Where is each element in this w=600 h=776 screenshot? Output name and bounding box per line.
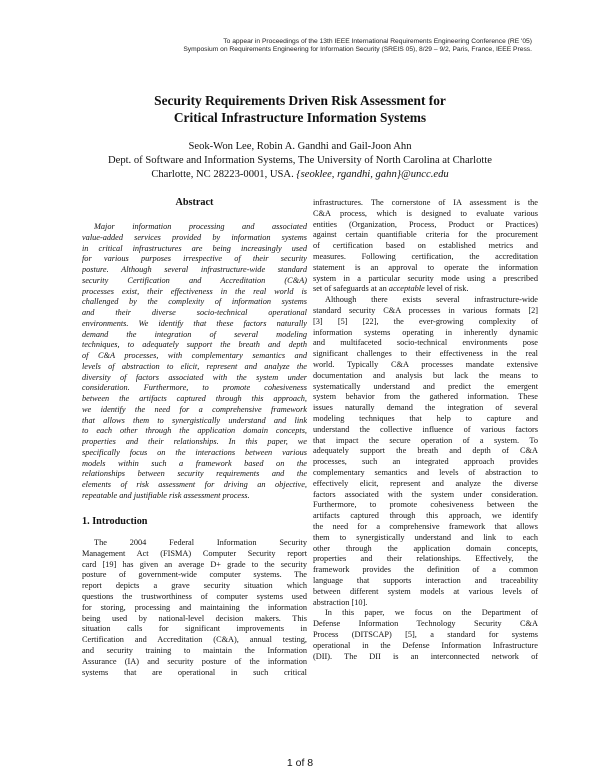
paper-title-line2: Critical Infrastructure Information Systems (173, 110, 427, 125)
body-line: In this paper, we focus on the Department of (325, 608, 538, 618)
introduction-line: and security training to maintain the Information (82, 646, 307, 655)
body-line: standard security C&A processes in various formats [2] (313, 306, 538, 315)
body-line: operational in the Defense Information Infrastructure (313, 640, 538, 650)
body-line: between different system models at various levels of (313, 586, 538, 596)
introduction-line: questions the trustworthiness of computer systems used (82, 592, 307, 601)
body-line: set of safeguards at an acceptable level of risk. (313, 284, 469, 294)
body-line: effectively elicit, represent and analyze the diverse (313, 478, 538, 488)
abstract-line: demand the integration of several modeling (82, 329, 307, 339)
body-line: statement is an approval to operate the information (313, 262, 538, 272)
body-line: Defense Information Technology Security C&A (313, 619, 538, 629)
page-number: 1 of 8 (286, 757, 314, 769)
body-line: issues naturally demand the integration of several (313, 403, 538, 413)
abstract-line: and their diverse socio-technical operational (82, 308, 307, 317)
body-line: understand the collective influence of various factors (313, 424, 538, 434)
introduction-line: situation calls for significant improvements in (82, 624, 307, 634)
body-line: factors associated with the system under consideration. (313, 489, 538, 499)
body-line: entities (Organization, Process, Product or Practices) (313, 219, 538, 229)
abstract-heading: Abstract (175, 198, 214, 208)
abstract-line: processes exist, their effectiveness in the real world is (82, 286, 307, 296)
introduction-heading: 1. Introduction (82, 517, 148, 527)
body-line: properties and their relationships. Effectively, the (313, 554, 538, 564)
body-line: artifacts captured through this approach, we identify (313, 511, 538, 521)
abstract-line: to each other through the application domain concepts, (82, 426, 307, 436)
abstract-line: consideration. Furthermore, to promote cohesiveness (82, 383, 307, 393)
author-names: Seok-Won Lee, Robin A. Gandhi and Gail-Joon Ahn (188, 141, 412, 152)
body-line: C&A process, which is designed to evaluate various (313, 208, 538, 218)
body-line: information systems operating in inherently dynamic (313, 327, 538, 337)
abstract-line: between the artifacts captured through this approach, (82, 394, 307, 403)
abstract-line: elements of risk assessment for driving an objective, (82, 480, 307, 489)
body-line: [3] [5] [22], the ever-growing complexity of (313, 316, 538, 326)
introduction-line: Management Act (FISMA) Computer Security report (82, 548, 307, 558)
body-line: that impact the secure operation of a system. To (313, 435, 538, 445)
author-address-line (0, 168, 600, 182)
body-line: system in a particular security mode using a prescribed (313, 273, 538, 283)
body-line: (DII). The DII is an interconnected network of (313, 651, 538, 661)
body-line: language that supports interaction and traceability (313, 576, 538, 585)
body-line: Although there exists several infrastructure-wide (325, 295, 538, 305)
body-line: other through the application domain concepts, (313, 543, 538, 553)
body-line: abstraction [10]. (313, 597, 368, 607)
author-address: Charlotte, NC 28223-0001, USA. (151, 169, 294, 180)
body-line: Process (DITSCAP) [5], a standard for systems (313, 630, 538, 639)
abstract-line: environments. We identify that these factors naturally (82, 318, 307, 328)
introduction-line: Certification and Accreditation (C&A), annual testing, (82, 635, 307, 645)
abstract-line: specifically focus on the interactions between various (82, 447, 307, 457)
introduction-line: card [19] has given an average D+ grade to the security (82, 559, 307, 569)
body-line: adequately support the breath and depth of C&A (313, 446, 538, 456)
introduction-line: report depicts a grave security situation which (82, 581, 307, 591)
abstract-line: challenged by the complexity of information systems (82, 297, 307, 307)
body-line: measures. Following certification, the accreditation (313, 252, 538, 261)
body-line: processes, such an integrated approach provides (313, 457, 538, 467)
abstract-line: posture. Although several infrastructure-wide standard (82, 265, 307, 274)
body-line: modeling techniques that help to capture and (313, 414, 538, 423)
abstract-line: value-added services provided by information systems (82, 232, 307, 242)
body-line: infrastructures. The cornerstone of IA assessment is the (313, 198, 538, 207)
introduction-line: being used by national-level decision makers. This (82, 613, 307, 623)
body-line: against certain quantifiable criteria for the procurement (313, 230, 538, 240)
abstract-line: levels of abstraction to elicit, represent and analyze the (82, 361, 307, 371)
introduction-line: posture of government-wide computer systems. The (82, 570, 307, 580)
abstract-line: for various purposes irrespective of their security (82, 254, 307, 264)
body-line: complementary semantics and levels of abstraction to (313, 468, 538, 477)
body-line: documentation and analysis but lack the means to (313, 370, 538, 380)
proceedings-note-line2: Symposium on Requirements Engineering for Information Security (SREIS 05), 8/29 – 9/2, Paris, France, IEEE Press. (183, 46, 532, 53)
body-line: framework provides the definition of a common (313, 565, 538, 575)
abstract-line: we identify the need for a comprehensive framework (82, 404, 307, 414)
body-line: of certification based on established metrics and (313, 241, 538, 251)
body-line: and multifaceted socio-technical environments pose (313, 338, 538, 348)
paper-title-line1: Security Requirements Driven Risk Assessment for (154, 93, 446, 108)
body-line: world. Typically C&A processes mandate extensive (313, 360, 538, 369)
abstract-line: models within such a framework based on the (82, 458, 307, 468)
body-line: systematically understand and predict the emergent (313, 381, 538, 391)
author-affiliation: Dept. of Software and Information Systems, The University of North Carolina at Charlotte (107, 155, 493, 166)
abstract-line: of C&A processes, with complementary semantics and (82, 351, 307, 360)
abstract-line: properties and their relationships. In this paper, we (82, 437, 307, 446)
abstract-line: repeatable and justifiable risk assessment process. (82, 490, 250, 500)
abstract-line: security Certification and Accreditation (C&A) (82, 275, 307, 285)
body-line: system behavior from the gathered information. These (313, 392, 538, 402)
abstract-line: in critical infrastructures are being increasingly used (82, 243, 307, 253)
body-line: the need for a comprehensive framework that allows (313, 522, 538, 531)
abstract-line: Major information processing and associated (94, 222, 307, 231)
abstract-line: that allows them to synergistically understand and link (82, 415, 307, 425)
introduction-line: systems that are operational in such critical (82, 667, 307, 677)
proceedings-note-line1: To appear in Proceedings of the 13th IEEE International Requirements Engineering Conference (RE '05) (223, 38, 532, 45)
introduction-line: Assurance (IA) and security posture of the information (82, 656, 307, 666)
abstract-line: techniques, to adequately support the breath and depth (82, 340, 307, 350)
emphasized-word: acceptable (388, 284, 425, 294)
abstract-line: relationships between security requirements and the (82, 469, 307, 479)
body-line: Furthermore, to promote cohesiveness between the (313, 500, 538, 510)
introduction-line: The 2004 Federal Information Security (94, 538, 307, 547)
abstract-line: diversity of factors associated with the system under (82, 372, 307, 382)
introduction-line: for storing, processing and maintaining the information (82, 602, 307, 612)
body-line: significant challenges to their effectiveness in the real (313, 349, 538, 359)
body-line: them to synergistically understand and link to each (313, 532, 538, 542)
author-emails: {seoklee, rgandhi, gahn}@uncc.edu (296, 169, 449, 180)
